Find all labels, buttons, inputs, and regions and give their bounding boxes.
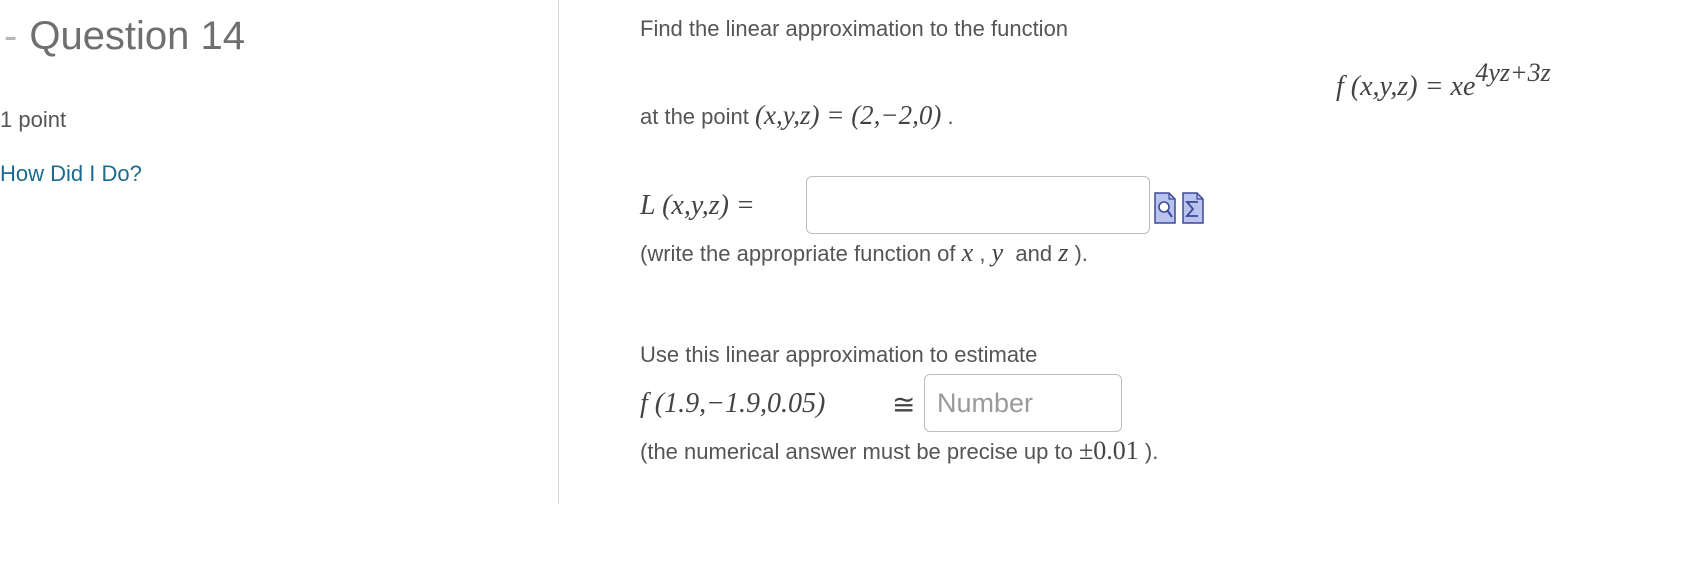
point-suffix: . — [947, 104, 954, 129]
question-title: Question 14 — [29, 14, 246, 58]
question-intro: Find the linear approximation to the function — [640, 16, 1069, 41]
var-x: x — [961, 238, 974, 267]
estimate-number-input[interactable] — [924, 374, 1122, 432]
estimate-expression: f (1.9,−1.9,0.05) — [640, 388, 826, 419]
linear-label: L (x,y,z) = — [640, 190, 755, 221]
var-z: z — [1058, 238, 1069, 267]
question-content — [640, 0, 1690, 582]
precision-value: ±0.01 — [1079, 436, 1139, 465]
question-header — [4, 14, 245, 59]
magnifier-preview-icon[interactable] — [1154, 192, 1176, 224]
function-equation — [1336, 60, 1551, 103]
how-did-i-do-link[interactable]: How Did I Do? — [0, 161, 142, 186]
collapse-toggle[interactable]: - — [4, 14, 18, 58]
precision-note: (the numerical answer must be precise up to ±0.01 ). — [640, 436, 1159, 465]
linear-approximation-input[interactable] — [806, 176, 1150, 234]
estimate-intro: Use this linear approximation to estimate — [640, 342, 1038, 367]
question-sidebar — [0, 0, 559, 504]
function-base: xe — [1450, 71, 1476, 102]
point-math: (x,y,z) = (2,−2,0) — [755, 100, 942, 130]
points-label: 1 point — [0, 107, 67, 132]
approx-symbol: ≅ — [892, 390, 916, 421]
point-line — [640, 100, 954, 131]
function-lhs: f (x,y,z) = — [1336, 71, 1444, 102]
sigma-equation-editor-icon[interactable] — [1182, 192, 1204, 224]
var-y: y — [991, 238, 1004, 267]
function-exponent: 4yz+3z — [1475, 58, 1551, 87]
point-prefix: at the point — [640, 104, 749, 129]
write-hint: (write the appropriate function of x , y and z ). — [640, 238, 1088, 267]
